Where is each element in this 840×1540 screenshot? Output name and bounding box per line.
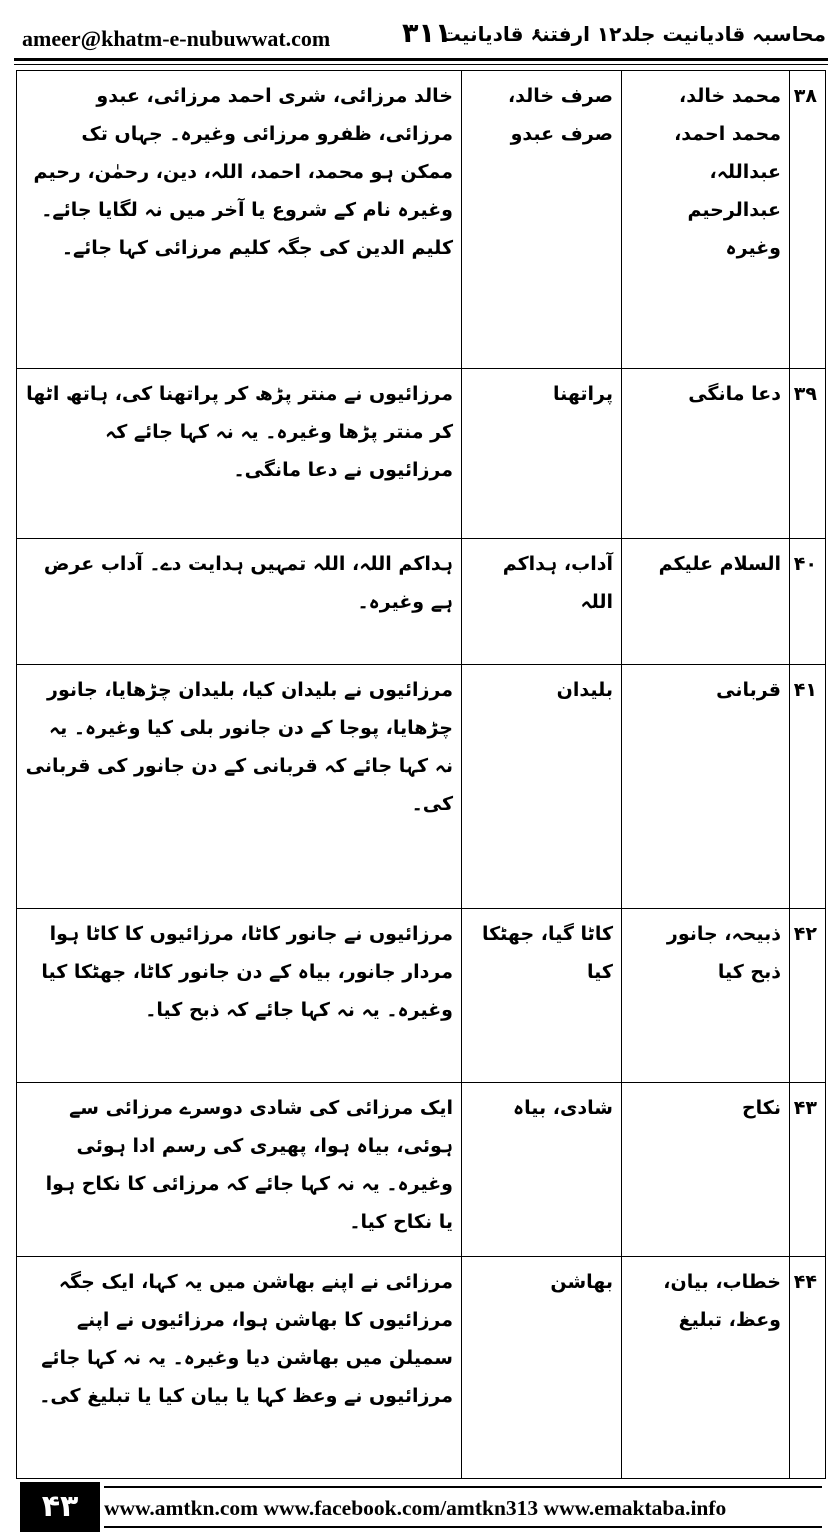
usage-example: ایک مرزائی کی شادی دوسرے مرزائی سے ہوئی، بیاہ ہوا، پھیری کی رسم ادا ہوئی وغیرہ۔ یہ نہ کہا جائے کہ مرزائی کا نکاح ہوا یا نکاح کیا۔ bbox=[17, 1083, 462, 1257]
page-footer bbox=[10, 1482, 830, 1532]
footer-rule-top bbox=[104, 1486, 822, 1488]
row-number: ۳۸ bbox=[790, 71, 826, 369]
row-number: ۴۴ bbox=[790, 1257, 826, 1479]
mirzai-term: پراتھنا bbox=[462, 369, 622, 539]
header-book-title: محاسبہ قادیانیت جلد۱۲ ارفتنۂ قادیانیت bbox=[440, 22, 826, 46]
usage-example: خالد مرزائی، شری احمد مرزائی، عبدو مرزائی، ظفرو مرزائی وغیرہ۔ جہاں تک ممکن ہو محمد، احمد، اللہ، دین، رحمٰن، رحیم وغیرہ نام کے شروع یا آخر میں نہ لگایا جائے۔ کلیم الدین کی جگہ کلیم مرزائی کہا جائے۔ bbox=[17, 71, 462, 369]
islamic-term: محمد خالد، محمد احمد، عبداللہ، عبدالرحیم وغیرہ bbox=[622, 71, 790, 369]
islamic-term: خطاب، بیان، وعظ، تبلیغ bbox=[622, 1257, 790, 1479]
mirzai-term: شادی، بیاہ bbox=[462, 1083, 622, 1257]
islamic-term: ذبیحہ، جانور ذبح کیا bbox=[622, 909, 790, 1083]
footer-links: www.amtkn.com www.facebook.com/amtkn313 www.emaktaba.info bbox=[104, 1496, 727, 1520]
footer-rule-bottom bbox=[104, 1526, 822, 1528]
mirzai-term: صرف خالد، صرف عبدو bbox=[462, 71, 622, 369]
mirzai-term: بھاشن bbox=[462, 1257, 622, 1479]
row-number: ۴۱ bbox=[790, 665, 826, 909]
footer-page-number: ۴۳ bbox=[20, 1482, 100, 1532]
islamic-term: قربانی bbox=[622, 665, 790, 909]
usage-example: مرزائیوں نے منتر پڑھ کر پراتھنا کی، ہاتھ اٹھا کر منتر پڑھا وغیرہ۔ یہ نہ کہا جائے کہ مرزائیوں نے دعا مانگی۔ bbox=[17, 369, 462, 539]
table-row bbox=[17, 1083, 826, 1257]
islamic-term: دعا مانگی bbox=[622, 369, 790, 539]
row-number: ۳۹ bbox=[790, 369, 826, 539]
usage-example: ہداکم اللہ، اللہ تمہیں ہدایت دے۔ آداب عرض ہے وغیرہ۔ bbox=[17, 539, 462, 665]
header-rule-thick bbox=[14, 58, 828, 61]
table-row bbox=[17, 665, 826, 909]
row-number: ۴۳ bbox=[790, 1083, 826, 1257]
usage-example: مرزائی نے اپنے بھاشن میں یہ کہا، ایک جگہ مرزائیوں کا بھاشن ہوا، مرزائیوں نے اپنے سمیلن میں بھاشن دیا وغیرہ۔ یہ نہ کہا جائے مرزائیوں نے وعظ کہا یا بیان کیا یا تبلیغ کی۔ bbox=[17, 1257, 462, 1479]
mirzai-term: آداب، ہداکم اللہ bbox=[462, 539, 622, 665]
mirzai-term: کاٹا گیا، جھٹکا کیا bbox=[462, 909, 622, 1083]
header-rule-thin bbox=[14, 64, 828, 65]
mirzai-term: بلیدان bbox=[462, 665, 622, 909]
table-row bbox=[17, 539, 826, 665]
usage-example: مرزائیوں نے بلیدان کیا، بلیدان چڑھایا، جانور چڑھایا، پوجا کے دن جانور بلی کیا وغیرہ۔ یہ نہ کہا جائے کہ قربانی کے دن جانور کی قربانی کی۔ bbox=[17, 665, 462, 909]
islamic-term: نکاح bbox=[622, 1083, 790, 1257]
header-page-number: ۳۱۱ bbox=[402, 18, 452, 49]
page-header bbox=[10, 12, 830, 58]
table-row bbox=[17, 369, 826, 539]
table-row bbox=[17, 71, 826, 369]
table-row bbox=[17, 909, 826, 1083]
row-number: ۴۰ bbox=[790, 539, 826, 665]
usage-example: مرزائیوں نے جانور کاٹا، مرزائیوں کا کاٹا ہوا مردار جانور، بیاہ کے دن جانور کاٹا، جھٹکا کیا وغیرہ۔ یہ نہ کہا جائے کہ ذبح کیا۔ bbox=[17, 909, 462, 1083]
terms-table bbox=[16, 70, 826, 1479]
row-number: ۴۲ bbox=[790, 909, 826, 1083]
header-email: ameer@khatm-e-nubuwwat.com bbox=[22, 26, 331, 51]
islamic-term: السلام علیکم bbox=[622, 539, 790, 665]
table-row bbox=[17, 1257, 826, 1479]
